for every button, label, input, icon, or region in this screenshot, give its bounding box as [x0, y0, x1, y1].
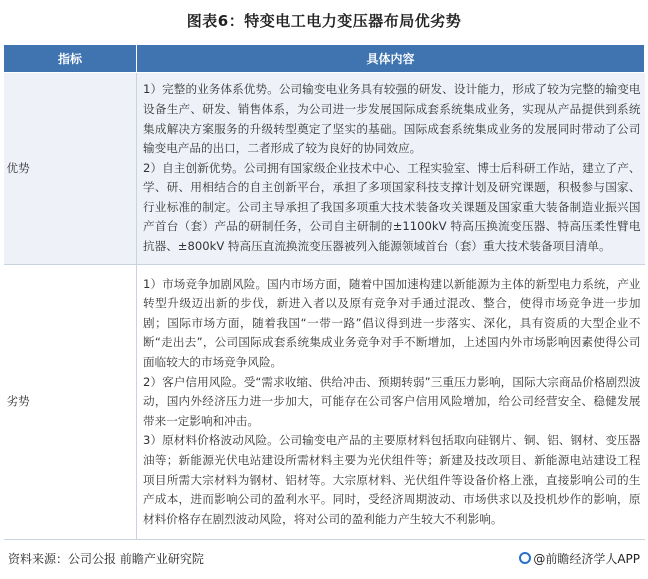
header-details: 具体内容 [137, 45, 645, 73]
strengths-content [137, 73, 645, 265]
page-title: 图表6：特变电工电力变压器布局优劣势 [186, 12, 462, 30]
weakness-paragraph-2: 2）客户信用风险。受“需求收缩、供给冲击、预期转弱”三重压力影响，国际大宗商品价格剧烈波动，国内外经济压力进一步加大，可能存在公司客户信用风险增加，给公司经营安全、稳健发展带来一定影响和冲击。 [143, 374, 641, 428]
weakness-paragraph-1: 1）市场竞争加剧风险。国内市场方面，随着中国加速构建以新能源为主体的新型电力系统，产业转型升级迈出新的步伐，新进入者以及原有竞争对手通过混改、整合，使得市场竞争进一步加剧；国际市场方面，随着我国“一带一路”倡议得到进一步落实、深化，具有资质的大型企业不断“走出去”，公司国际成套系统集成业务竞争对手不断增加，上述国内外市场影响因素使得公司面临较大的市场竞争风险。 [143, 276, 641, 370]
header-indicator: 指标 [4, 45, 137, 73]
brand-logo-icon [519, 552, 531, 564]
table-row-weaknesses [4, 265, 645, 540]
brand-text: @前瞻经济学人APP [533, 552, 640, 566]
row-label-strengths: 优势 [4, 73, 137, 265]
footer [0, 547, 648, 571]
table-header-row [4, 45, 645, 73]
weakness-paragraph-3: 3）原材料价格波动风险。公司输变电产品的主要原材料包括取向硅钢片、铜、铝、钢材、变压器油等；新能源光伏电站建设所需材料主要为光伏组件等；新建及技改项目、新能源电站建设工程项目所需大宗材料为钢材、铝材等。大宗原材料、光伏组件等设备价格上涨，直接影响公司的生产成本，进而影响公司的盈利水平。同时，受经济周期波动、市场供求以及投机炒作的影响，原材料价格存在剧烈波动风险，将对公司的盈利能力产生较大不利影响。 [143, 433, 641, 526]
table-row-strengths [4, 73, 645, 265]
brand-credit [519, 547, 640, 571]
row-label-weaknesses: 劣势 [4, 265, 137, 540]
strength-paragraph-1: 1）完整的业务体系优势。公司输变电业务具有较强的研发、设计能力，形成了较为完整的输变电设备生产、研发、销售体系，为公司进一步发展国际成套系统集成业务，实现从产品提供到系统集成解决方案服务的升级转型奠定了坚实的基础。国际成套系统集成业务的发展同时带动了公司输变电产品的出口，二者形成了较为良好的协同效应。 [143, 82, 641, 156]
strength-paragraph-2: 2）自主创新优势。公司拥有国家级企业技术中心、工程实验室、博士后科研工作站，建立了产、学、研、用相结合的自主创新平台，承担了多项国家科技支撑计划及研究课题，积极参与国家、行业标准的制定。公司主导承担了我国多项重大技术装备攻关课题及国家重大装备制造业振兴国产首台（套）产品的研制任务，公司自主研制的±1100kV 特高压换流变压器、特高压柔性臂电抗器、±800kV 特高压直流换流变压器被列入能源领域首台（套）重大技术装备项目清单。 [143, 160, 641, 254]
comparison-table [3, 44, 645, 540]
weaknesses-content [137, 265, 645, 540]
source-note: 资料来源：公司公报 前瞻产业研究院 [8, 552, 204, 566]
